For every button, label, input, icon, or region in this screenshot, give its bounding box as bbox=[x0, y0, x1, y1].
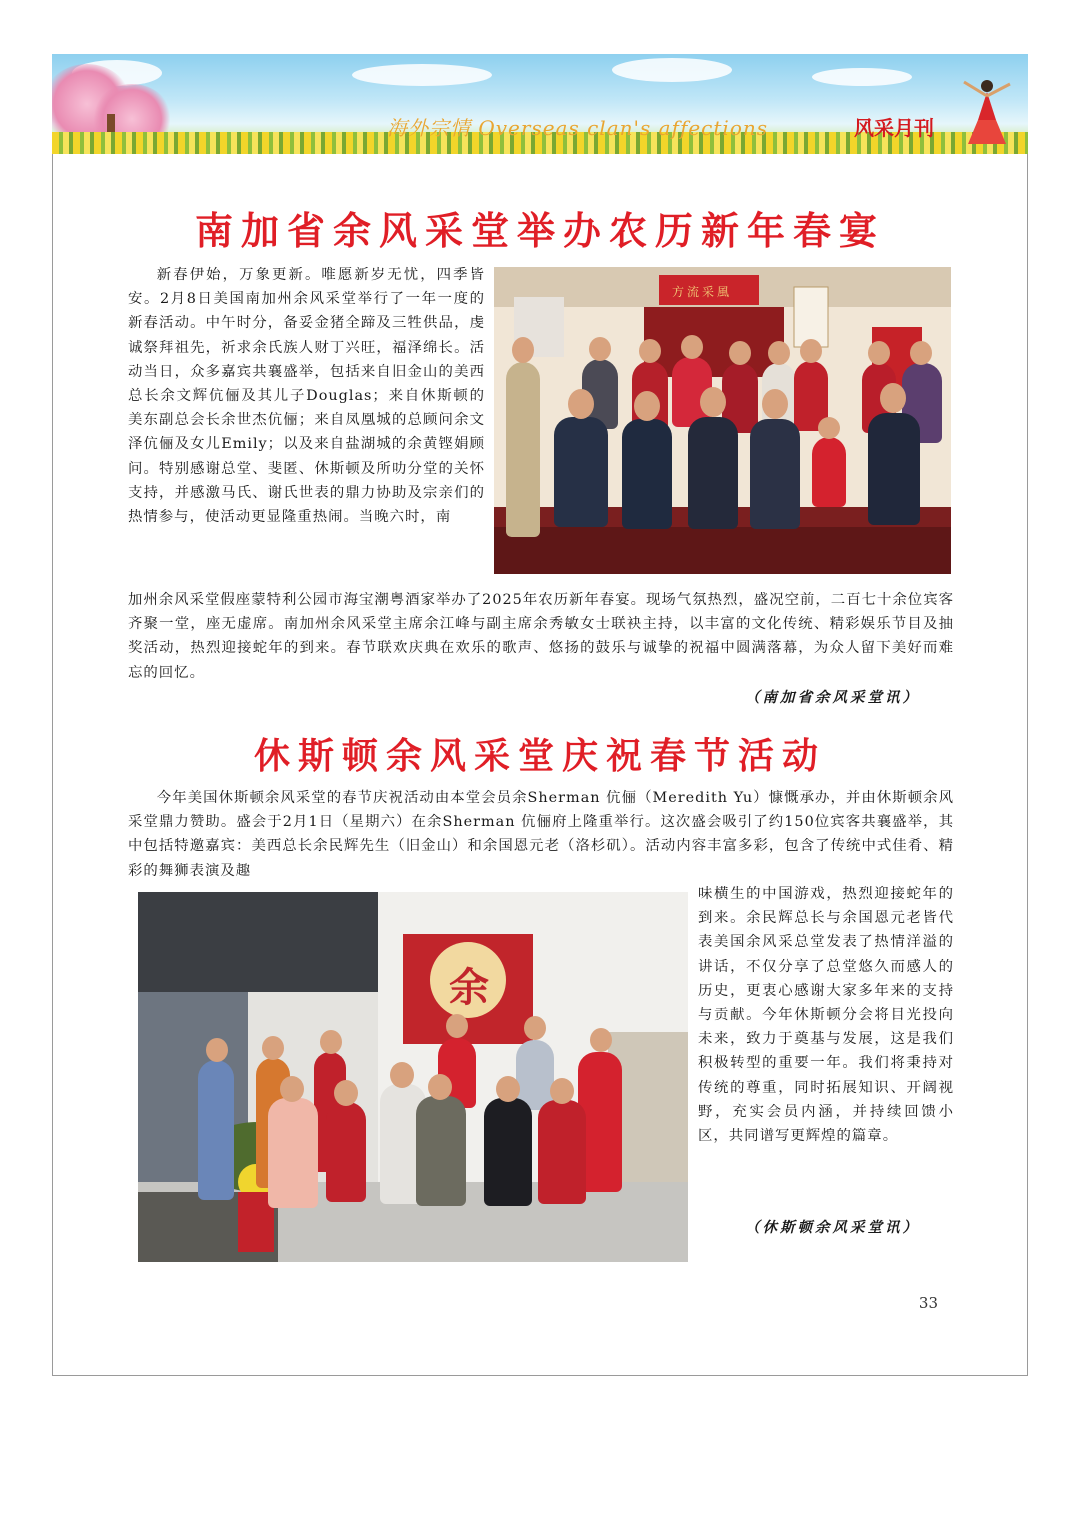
header-banner bbox=[52, 54, 1028, 154]
article1-credit: （南加省余风采堂讯） bbox=[745, 690, 920, 706]
article2-body-full: 今年美国休斯顿余风采堂的春节庆祝活动由本堂会员余Sherman 伉俪（Meredith Yu）慷慨承办，并由休斯顿余风采堂鼎力赞助。盛会于2月1日（星期六）在余Sherman 伉俪府上隆重举行。这次盛会吸引了约150位宾客共襄盛举，其中包括特邀嘉宾：美西总长余民辉先生（旧金山）和余国恩元老（洛杉矶）。活动内容丰富多彩，包含了传统中式佳肴、精彩的舞狮表演及趣 bbox=[128, 790, 954, 879]
photo-hall-sign: 方流采風 bbox=[672, 285, 733, 299]
banner-character: 余 bbox=[449, 965, 489, 1011]
article2-group-photo bbox=[138, 892, 688, 1262]
magazine-name: 风采月刊 bbox=[854, 116, 934, 140]
page-number: 33 bbox=[918, 1294, 938, 1312]
article1-body-full: 加州余风采堂假座蒙特利公园市海宝潮粤酒家举办了2025年农历新年春宴。现场气氛热烈，盛况空前，二百七十余位宾客齐聚一堂，座无虚席。南加州余风采堂主席余江峰与副主席余秀敏女士联袂主持，以丰富的文化传统、精彩娱乐节目及抽奖活动，热烈迎接蛇年的到来。春节联欢庆典在欢乐的歌声、悠扬的鼓乐与诚挚的祝福中圆满落幕，为众人留下美好而难忘的回忆。 bbox=[128, 592, 954, 681]
article2-body-wrapped: 味横生的中国游戏，热烈迎接蛇年的到来。余民辉总长与余国恩元老皆代表美国余风采总堂发表了热情洋溢的讲话，不仅分享了总堂悠久而感人的历史，更衷心感谢大家多年来的支持与贡献。今年休斯顿分会将目光投向未来，致力于奠基与发展，这是我们积极转型的重要一年。我们将秉持对传统的尊重，同时拓展知识、开阔视野，充实会员内涵，并持续回馈小区，共同谱写更辉煌的篇章。 bbox=[698, 886, 954, 1145]
article2-title: 休斯顿余风采堂庆祝春节活动 bbox=[253, 736, 826, 777]
dancer-icon bbox=[960, 76, 1014, 146]
article2-credit: （休斯顿余风采堂讯） bbox=[745, 1220, 920, 1236]
article1-body-wrapped: 新春伊始，万象更新。唯愿新岁无忧，四季皆安。2月8日美国南加州余风采堂举行了一年一度的新春活动。中午时分，备妥金猪全蹄及三牲供品，虔诚祭拜祖先，祈求余氏族人财丁兴旺，福泽绵长。活动当日，众多嘉宾共襄盛举，包括来自旧金山的美西总长余文辉伉俪及其儿子Douglas；来自休斯顿的美东副总会长余世杰伉俪；来自凤凰城的总顾问余文泽伉俪及女儿Emily；以及来自盐湖城的余黄铿娟顾问。特别感谢总堂、斐匿、休斯顿及所叻分堂的关怀支持，并感激马氏、谢氏世表的鼎力协助及宗亲们的热情参与，使活动更显隆重热闹。当晚六时，南 bbox=[128, 267, 485, 526]
article1-title: 南加省余风采堂举办农历新年春宴 bbox=[194, 209, 885, 253]
article1-group-photo bbox=[494, 267, 951, 574]
section-label: 海外宗情 Overseas clan's affections bbox=[387, 116, 768, 140]
